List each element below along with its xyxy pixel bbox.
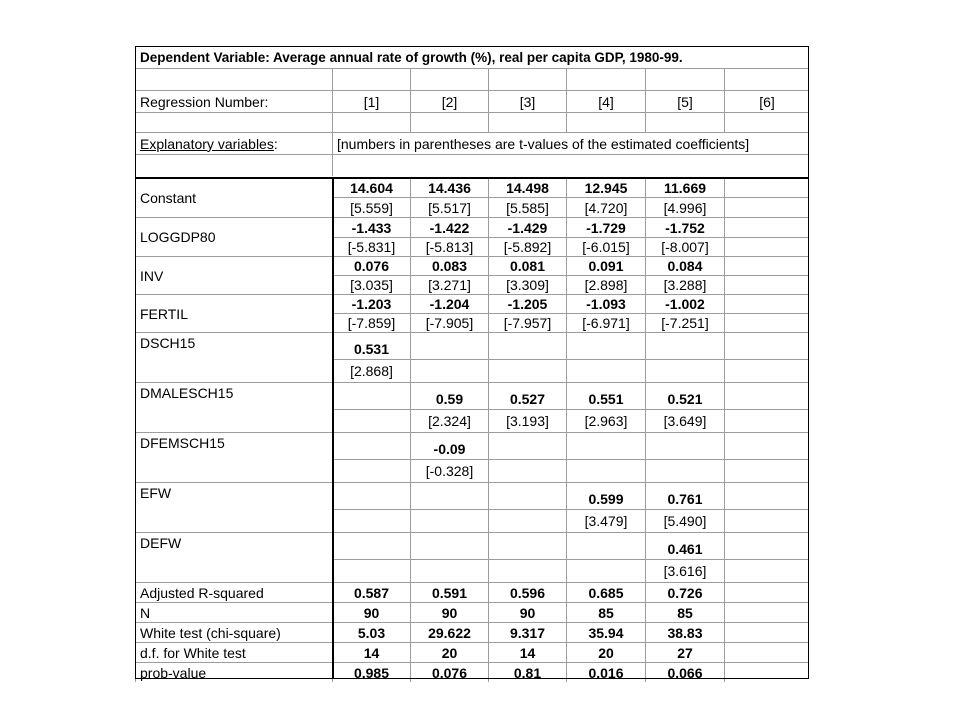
- variable-label: INV: [135, 256, 332, 294]
- stat-value: [724, 662, 809, 682]
- stat-value: 20: [410, 642, 488, 662]
- coefficient: [410, 332, 488, 359]
- coefficient: [332, 382, 410, 409]
- t-value: [488, 559, 566, 582]
- t-value: [-7.957]: [488, 313, 566, 332]
- coefficient: 0.599: [566, 482, 645, 509]
- t-row-efw: [135, 509, 809, 532]
- t-value: [488, 509, 566, 532]
- coef-row-constant: [135, 177, 809, 206]
- coefficient: [332, 482, 410, 509]
- coefficient: [332, 532, 410, 559]
- t-value: [3.193]: [488, 409, 566, 432]
- coefficient: 12.945: [566, 177, 645, 197]
- coefficient: [566, 332, 645, 359]
- t-value: [488, 359, 566, 382]
- t-value: [-5.813]: [410, 237, 488, 256]
- t-value: [-6.971]: [566, 313, 645, 332]
- coef-row-efw: [135, 482, 809, 509]
- column-rule: [332, 177, 334, 679]
- stat-label: N: [135, 602, 332, 622]
- t-value: [332, 559, 410, 582]
- coefficient: 0.084: [645, 256, 724, 275]
- t-value: [-8.007]: [645, 237, 724, 256]
- t-value: [3.649]: [645, 409, 724, 432]
- blank-cell: [566, 112, 645, 132]
- t-value: [3.616]: [645, 559, 724, 582]
- regression-number: [3]: [488, 90, 566, 112]
- coefficient: [488, 432, 566, 459]
- blank-cell: [645, 112, 724, 132]
- t-value: [5.490]: [645, 509, 724, 532]
- stat-value: 38.83: [645, 622, 724, 642]
- coefficient: [566, 532, 645, 559]
- explanatory-label-text: Explanatory variables: [140, 135, 274, 152]
- blank-cell: [410, 112, 488, 132]
- t-value: [4.720]: [566, 197, 645, 217]
- variable-label: EFW: [135, 482, 332, 532]
- coefficient: 14.498: [488, 177, 566, 197]
- stat-value: 27: [645, 642, 724, 662]
- regression-number: [5]: [645, 90, 724, 112]
- t-value: [566, 459, 645, 482]
- stat-row-df: [135, 642, 809, 662]
- stat-value: [724, 602, 809, 622]
- blank-cell: [724, 112, 809, 132]
- t-value: [724, 237, 809, 256]
- t-value: [724, 509, 809, 532]
- t-value: [2.868]: [332, 359, 410, 382]
- t-row-dsch15: [135, 359, 809, 382]
- t-value: [-7.905]: [410, 313, 488, 332]
- t-value: [724, 275, 809, 294]
- coefficient: [645, 332, 724, 359]
- variable-label: Constant: [135, 177, 332, 217]
- explanatory-row: [135, 132, 809, 154]
- coef-row-inv: [135, 256, 809, 284]
- explanatory-note: [numbers in parentheses are t-values of the estimated coefficients]: [332, 132, 809, 154]
- stat-value: 90: [488, 602, 566, 622]
- stat-value: [724, 582, 809, 602]
- title-row: [135, 46, 809, 68]
- coefficient: [566, 432, 645, 459]
- blank-cell: [135, 112, 332, 132]
- stat-label: White test (chi-square): [135, 622, 332, 642]
- blank-cell: [645, 68, 724, 90]
- stat-value: 0.726: [645, 582, 724, 602]
- t-value: [566, 559, 645, 582]
- coefficient: [724, 177, 809, 197]
- stat-value: 85: [566, 602, 645, 622]
- coefficient: 0.551: [566, 382, 645, 409]
- stat-value: 9.317: [488, 622, 566, 642]
- variable-label: LOGGDP80: [135, 217, 332, 256]
- stat-row-n: [135, 602, 809, 622]
- variable-label: DSCH15: [135, 332, 332, 382]
- coefficient: 14.604: [332, 177, 410, 197]
- coefficient: [724, 482, 809, 509]
- coefficient: [488, 332, 566, 359]
- blank-cell: [566, 68, 645, 90]
- coef-row-fertil: [135, 294, 809, 322]
- coefficient: [332, 432, 410, 459]
- coefficient: 0.531: [332, 332, 410, 359]
- coefficient: -1.002: [645, 294, 724, 313]
- coefficient: 0.521: [645, 382, 724, 409]
- t-value: [410, 559, 488, 582]
- t-value: [-7.859]: [332, 313, 410, 332]
- coef-row-loggdp80: [135, 217, 809, 245]
- coefficient: [724, 382, 809, 409]
- t-value: [3.288]: [645, 275, 724, 294]
- stat-value: 14: [488, 642, 566, 662]
- regression-number-label: Regression Number:: [135, 90, 332, 112]
- stat-value: 85: [645, 602, 724, 622]
- coefficient: [724, 294, 809, 313]
- blank-cell: [332, 68, 410, 90]
- stat-row-prob: [135, 662, 809, 682]
- stat-value: [724, 622, 809, 642]
- regression-number: [2]: [410, 90, 488, 112]
- coef-row-dfemsch15: [135, 432, 809, 459]
- t-value: [5.559]: [332, 197, 410, 217]
- stat-value: 0.076: [410, 662, 488, 682]
- blank-cell: [488, 68, 566, 90]
- coefficient: 11.669: [645, 177, 724, 197]
- t-value: [332, 459, 410, 482]
- stat-value: 0.591: [410, 582, 488, 602]
- t-value: [332, 409, 410, 432]
- t-value: [724, 359, 809, 382]
- t-value: [724, 313, 809, 332]
- coefficient: [724, 432, 809, 459]
- explanatory-label: [135, 132, 332, 154]
- t-value: [488, 459, 566, 482]
- t-value: [2.324]: [410, 409, 488, 432]
- t-value: [-0.328]: [410, 459, 488, 482]
- coefficient: 14.436: [410, 177, 488, 197]
- t-value: [645, 359, 724, 382]
- t-value: [724, 459, 809, 482]
- stat-value: 0.016: [566, 662, 645, 682]
- blank-cell: [488, 112, 566, 132]
- regression-number-row: [135, 90, 809, 112]
- coefficient: [488, 482, 566, 509]
- t-value: [-5.892]: [488, 237, 566, 256]
- regression-number: [6]: [724, 90, 809, 112]
- regression-number: [4]: [566, 90, 645, 112]
- regression-number: [1]: [332, 90, 410, 112]
- stat-label: d.f. for White test: [135, 642, 332, 662]
- t-value: [5.517]: [410, 197, 488, 217]
- t-value: [410, 359, 488, 382]
- explanatory-label-colon: :: [273, 135, 278, 152]
- stat-row-white: [135, 622, 809, 642]
- section-rule: [135, 177, 809, 179]
- t-row-constant: [135, 197, 809, 217]
- coefficient: [645, 432, 724, 459]
- coefficient: -1.205: [488, 294, 566, 313]
- t-value: [410, 509, 488, 532]
- coefficient: 0.761: [645, 482, 724, 509]
- t-value: [3.479]: [566, 509, 645, 532]
- stat-label: prob-value: [135, 662, 332, 682]
- t-value: [566, 359, 645, 382]
- coefficient: -1.093: [566, 294, 645, 313]
- t-row-inv: [135, 275, 809, 294]
- coefficient: -1.203: [332, 294, 410, 313]
- t-value: [2.963]: [566, 409, 645, 432]
- stat-value: 14: [332, 642, 410, 662]
- coefficient: [724, 332, 809, 359]
- t-value: [724, 559, 809, 582]
- t-row-dfemsch15: [135, 459, 809, 482]
- coefficient: [724, 256, 809, 275]
- coefficient: 0.59: [410, 382, 488, 409]
- stat-value: 0.81: [488, 662, 566, 682]
- coefficient: 0.081: [488, 256, 566, 275]
- coefficient: -1.752: [645, 217, 724, 237]
- coefficient: [724, 217, 809, 237]
- t-value: [724, 409, 809, 432]
- blank-row: [135, 112, 809, 132]
- coefficient: 0.527: [488, 382, 566, 409]
- stat-value: 0.066: [645, 662, 724, 682]
- stat-value: 90: [332, 602, 410, 622]
- coefficient: -1.422: [410, 217, 488, 237]
- coef-row-defw: [135, 532, 809, 559]
- coefficient: [410, 532, 488, 559]
- t-value: [3.035]: [332, 275, 410, 294]
- stat-value: 5.03: [332, 622, 410, 642]
- table-title: Dependent Variable: Average annual rate of growth (%), real per capita GDP, 1980-99.: [135, 46, 809, 68]
- stat-value: 0.685: [566, 582, 645, 602]
- coefficient: 0.461: [645, 532, 724, 559]
- t-value: [2.898]: [566, 275, 645, 294]
- coefficient: -0.09: [410, 432, 488, 459]
- variable-label: DEFW: [135, 532, 332, 582]
- blank-row: [135, 68, 809, 90]
- coefficient: 0.076: [332, 256, 410, 275]
- stat-value: 20: [566, 642, 645, 662]
- t-row-loggdp80: [135, 237, 809, 256]
- t-value: [-7.251]: [645, 313, 724, 332]
- stat-label: Adjusted R-squared: [135, 582, 332, 602]
- blank-cell: [135, 154, 332, 176]
- variable-label: FERTIL: [135, 294, 332, 332]
- variable-label: DMALESCH15: [135, 382, 332, 432]
- stat-value: 90: [410, 602, 488, 622]
- stat-value: 0.596: [488, 582, 566, 602]
- coefficient: -1.429: [488, 217, 566, 237]
- coefficient: -1.433: [332, 217, 410, 237]
- blank-row: [135, 154, 809, 176]
- blank-cell: [332, 154, 809, 176]
- t-row-fertil: [135, 313, 809, 332]
- stat-value: 35.94: [566, 622, 645, 642]
- stat-row-adj_r2: [135, 582, 809, 602]
- t-value: [-6.015]: [566, 237, 645, 256]
- t-value: [3.309]: [488, 275, 566, 294]
- coefficient: 0.091: [566, 256, 645, 275]
- stat-value: 0.587: [332, 582, 410, 602]
- coef-row-dmalesch15: [135, 382, 809, 409]
- t-value: [4.996]: [645, 197, 724, 217]
- coefficient: [488, 532, 566, 559]
- t-value: [-5.831]: [332, 237, 410, 256]
- blank-cell: [724, 68, 809, 90]
- stat-value: 0.985: [332, 662, 410, 682]
- coefficient: 0.083: [410, 256, 488, 275]
- coefficient: -1.204: [410, 294, 488, 313]
- t-value: [3.271]: [410, 275, 488, 294]
- variable-label: DFEMSCH15: [135, 432, 332, 482]
- blank-cell: [332, 112, 410, 132]
- t-value: [332, 509, 410, 532]
- t-row-defw: [135, 559, 809, 582]
- coefficient: -1.729: [566, 217, 645, 237]
- t-value: [645, 459, 724, 482]
- t-row-dmalesch15: [135, 409, 809, 432]
- stat-value: 29.622: [410, 622, 488, 642]
- coef-row-dsch15: [135, 332, 809, 359]
- coefficient: [724, 532, 809, 559]
- blank-cell: [410, 68, 488, 90]
- coefficient: [410, 482, 488, 509]
- stat-value: [724, 642, 809, 662]
- t-value: [724, 197, 809, 217]
- t-value: [5.585]: [488, 197, 566, 217]
